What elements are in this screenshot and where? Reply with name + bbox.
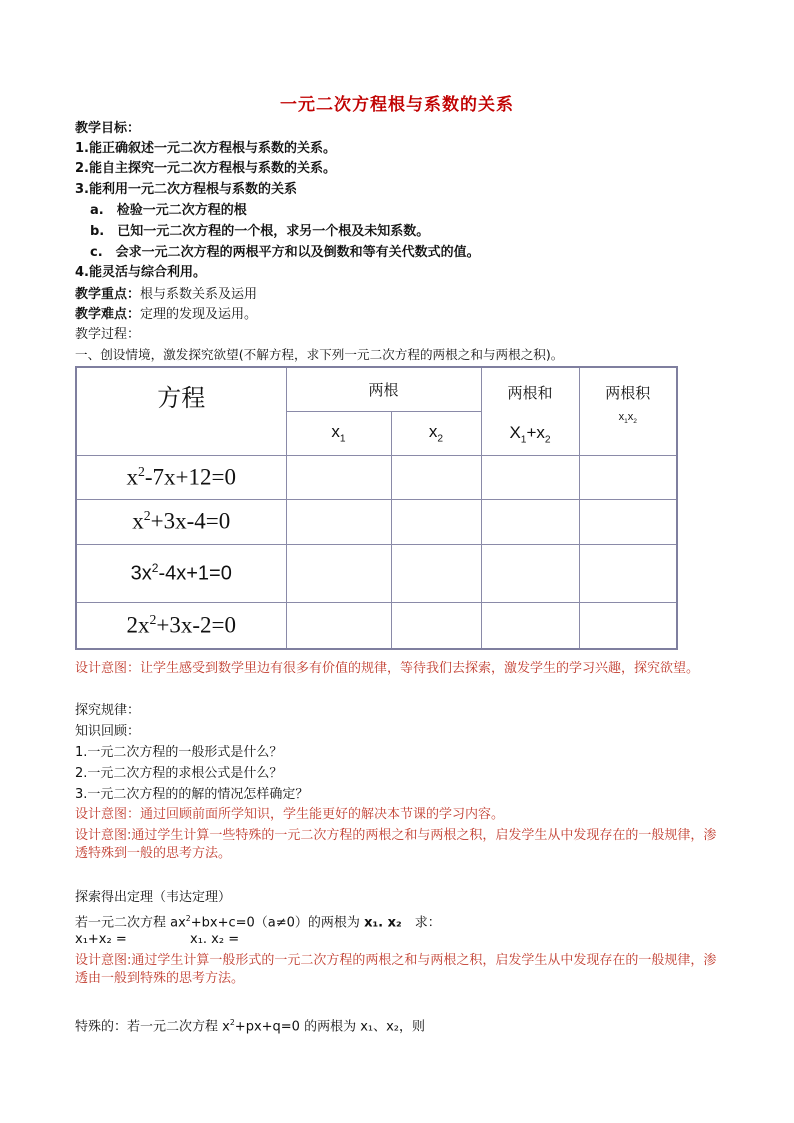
design-intent-1: 设计意图：让学生感受到数学里边有很多有价值的规律，等待我们去探索，激发学生的学习兴趣，探究欲望。 (75, 661, 700, 676)
cell-x2 (391, 499, 481, 544)
sum-formula: x₁+x₂ = (75, 932, 127, 947)
design-intent-4: 设计意图:通过学生计算一般形式的一元二次方程的两根之和与两根之积，启发学生从中发现存在的一般规律，渗透由一般到特殊的思考方法。 (75, 953, 717, 986)
difficulty-line (75, 306, 257, 324)
cell-x1 (286, 499, 391, 544)
objective-item-1: 1.能正确叙述一元二次方程根与系数的关系。 (75, 141, 336, 156)
cell-x2 (391, 544, 481, 602)
cell-sum (481, 455, 579, 499)
focus-label: 教学重点： (75, 287, 141, 302)
objectives-heading: 教学目标： (75, 121, 141, 136)
design-intent-2: 设计意图：通过回顾前面所学知识，学生能更好的解决本节课的学习内容。 (75, 807, 505, 822)
theorem-statement: 若一元二次方程 $ax^2+bx+c=0(a\ne 0)$的两根为 x₁. x₂ 求： (75, 914, 441, 931)
header-product-cell (579, 367, 677, 455)
equation-row-3: $3x^2-4x+1=0$ (76, 544, 286, 602)
objective-subitem-b: b. 已知一元二次方程的一个根，求另一个根及未知系数。 (90, 224, 430, 239)
cell-x2 (391, 602, 481, 649)
section-1-heading: 一、创设情境，激发探究欲望(不解方程，求下列一元二次方程的两根之和与两根之积)。 (75, 347, 564, 362)
design-intent-3: 设计意图:通过学生计算一些特殊的一元二次方程的两根之和与两根之积，启发学生从中发现存在的一般规律，渗透特殊到一般的思考方法。 (75, 828, 717, 861)
equation-row-1: $x^2-7x+12=0$ (76, 455, 286, 499)
header-x2: $x_2$ (391, 411, 481, 455)
focus-text: 根与系数关系及运用 (140, 287, 258, 302)
cell-product (579, 544, 677, 602)
process-heading: 教学过程： (75, 327, 141, 342)
difficulty-label: 教学难点： (75, 307, 141, 322)
sum-expression: $X_1+x_2$ (509, 423, 551, 446)
review-heading: 知识回顾： (75, 724, 141, 739)
objective-item-3: 3.能利用一元二次方程根与系数的关系 (75, 182, 297, 197)
cell-x1 (286, 455, 391, 499)
cell-x2 (391, 455, 481, 499)
question-2: 2.一元二次方程的求根公式是什么？ (75, 766, 283, 781)
cell-product (579, 455, 677, 499)
objective-subitem-a: a. 检验一元二次方程的根 (90, 203, 247, 218)
header-sum: 两根和 (507, 384, 553, 402)
objective-item-2: 2.能自主探究一元二次方程根与系数的关系。 (75, 161, 336, 176)
objective-subitem-c: c. 会求一元二次方程的两根平方和以及倒数和等有关代数式的值。 (90, 245, 480, 260)
focus-line (75, 286, 257, 304)
question-3: 3.一元二次方程的的解的情况怎样确定？ (75, 787, 309, 802)
equation-row-2: $x^2+3x-4=0$ (76, 499, 286, 544)
cell-x1 (286, 602, 391, 649)
product-formula: x₁. x₂ = (190, 932, 240, 947)
cell-sum (481, 602, 579, 649)
product-expression: $x_1x_2$ (618, 411, 637, 426)
header-x1: $x_1$ (286, 411, 391, 455)
difficulty-text: 定理的发现及运用。 (140, 307, 258, 322)
equation-row-4: $2x^2+3x-2=0$ (76, 602, 286, 649)
header-product: 两根积 (605, 384, 651, 402)
cell-x1 (286, 544, 391, 602)
page-title: 一元二次方程根与系数的关系 (280, 95, 514, 115)
cell-product (579, 499, 677, 544)
explore-heading: 探究规律： (75, 703, 141, 718)
cell-sum (481, 544, 579, 602)
question-1: 1.一元二次方程的一般形式是什么？ (75, 745, 283, 760)
equations-table (75, 366, 678, 650)
special-case-line: 特殊的：若一元二次方程 $x^2+px+q=0$ 的两根为 x₁、x₂，则 (75, 1018, 426, 1035)
cell-product (579, 602, 677, 649)
header-sum-cell (481, 367, 579, 455)
cell-sum (481, 499, 579, 544)
header-equation: 方程 (76, 367, 286, 455)
header-roots: 两根 (286, 367, 481, 411)
theorem-heading: 探索得出定理（韦达定理） (75, 890, 232, 905)
objective-item-4: 4.能灵活与综合利用。 (75, 265, 206, 280)
